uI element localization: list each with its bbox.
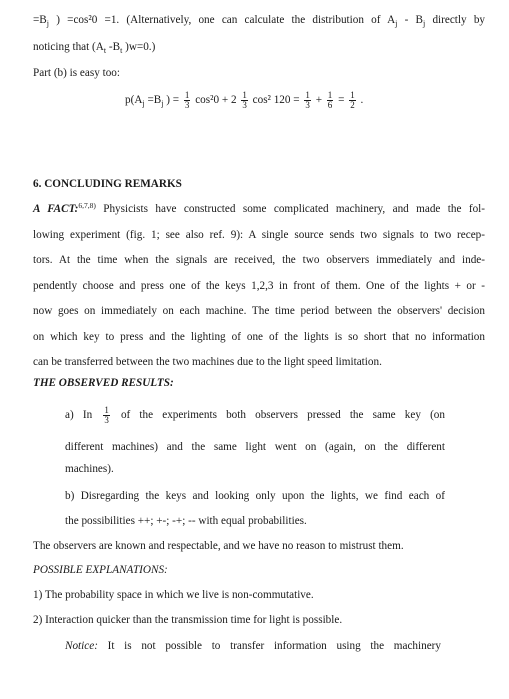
result-a-line-1: a) In $\frac{1}{3}$ of the experiments both observers pressed the same key (on xyxy=(65,405,445,425)
explanations-heading: POSSIBLE EXPLANATIONS: xyxy=(33,564,168,576)
fraction: $\frac{1}{3}$ xyxy=(305,90,310,110)
text-line-2: noticing that ($A_t$ $-B_t$ )w=0.) xyxy=(33,41,156,55)
fraction: $\frac{1}{3}$ xyxy=(184,90,190,110)
paragraph-line: can be transferred between the two machines due to the light speed limitation. xyxy=(33,356,382,368)
result-a-line-2: different machines) and the same light went on (again, on the different xyxy=(65,441,445,453)
paragraph-line: now goes on immediately on each machine. The time period between the observers' decision xyxy=(33,305,485,317)
section-heading: 6. CONCLUDING REMARKS xyxy=(33,178,182,190)
paragraph-line: on which key to press and the lighting of one of the lights is so short that no information xyxy=(33,331,485,343)
explanation-item-1: 1) The probability space in which we live is non-commutative. xyxy=(33,589,314,601)
fraction: $\frac{1}{2}$ xyxy=(350,90,355,110)
paragraph-line: pendently choose and press one of the keys 1,2,3 in front of them. One of the lights + or - xyxy=(33,280,485,292)
text-line-3: Part (b) is easy too: xyxy=(33,67,120,79)
text-line-1: $=B_j$ ) =cos²0 =1. (Alternatively, one can calculate the distribution of $A_j - B_j$ directly by xyxy=(33,14,486,28)
fraction: $\frac{1}{6}$ xyxy=(327,90,333,110)
fact-line: A FACT:$^{6,7,8)}$ Physicists have constructed some complicated machinery, and made the fol- xyxy=(33,201,485,215)
result-b-line-1: b) Disregarding the keys and looking only upon the lights, we find each of xyxy=(65,490,445,502)
result-a-line-3: machines). xyxy=(65,463,114,475)
explanation-item-2: 2) Interaction quicker than the transmission time for light is possible. xyxy=(33,614,343,626)
results-heading: THE OBSERVED RESULTS: xyxy=(33,377,174,389)
fraction: $\frac{1}{3}$ xyxy=(242,90,247,110)
fraction: $\frac{1}{3}$ xyxy=(104,405,109,425)
paragraph-line: lowing experiment (fig. 1; see also ref. 9): A single source sends two signals to two recep- xyxy=(33,229,485,241)
result-b-line-2: the possibilities ++; +-; -+; -- with equal probabilities. xyxy=(65,515,307,527)
paragraph-line: tors. At the time when the signals are received, the two observers immediately and inde- xyxy=(33,254,485,266)
probability-formula: $p(A_j =B_j$ ) = $\frac{1}{3}$ cos²0 + 2 $\frac{1}{3}$ cos² 120 = $\frac{1}{3}$ + $\frac{1}{6}$ = $\frac{1}{2}$ . xyxy=(125,90,364,110)
notice-line: Notice: It is not possible to transfer information using the machinery xyxy=(65,640,441,652)
observers-line: The observers are known and respectable, and we have no reason to mistrust them. xyxy=(33,540,404,552)
